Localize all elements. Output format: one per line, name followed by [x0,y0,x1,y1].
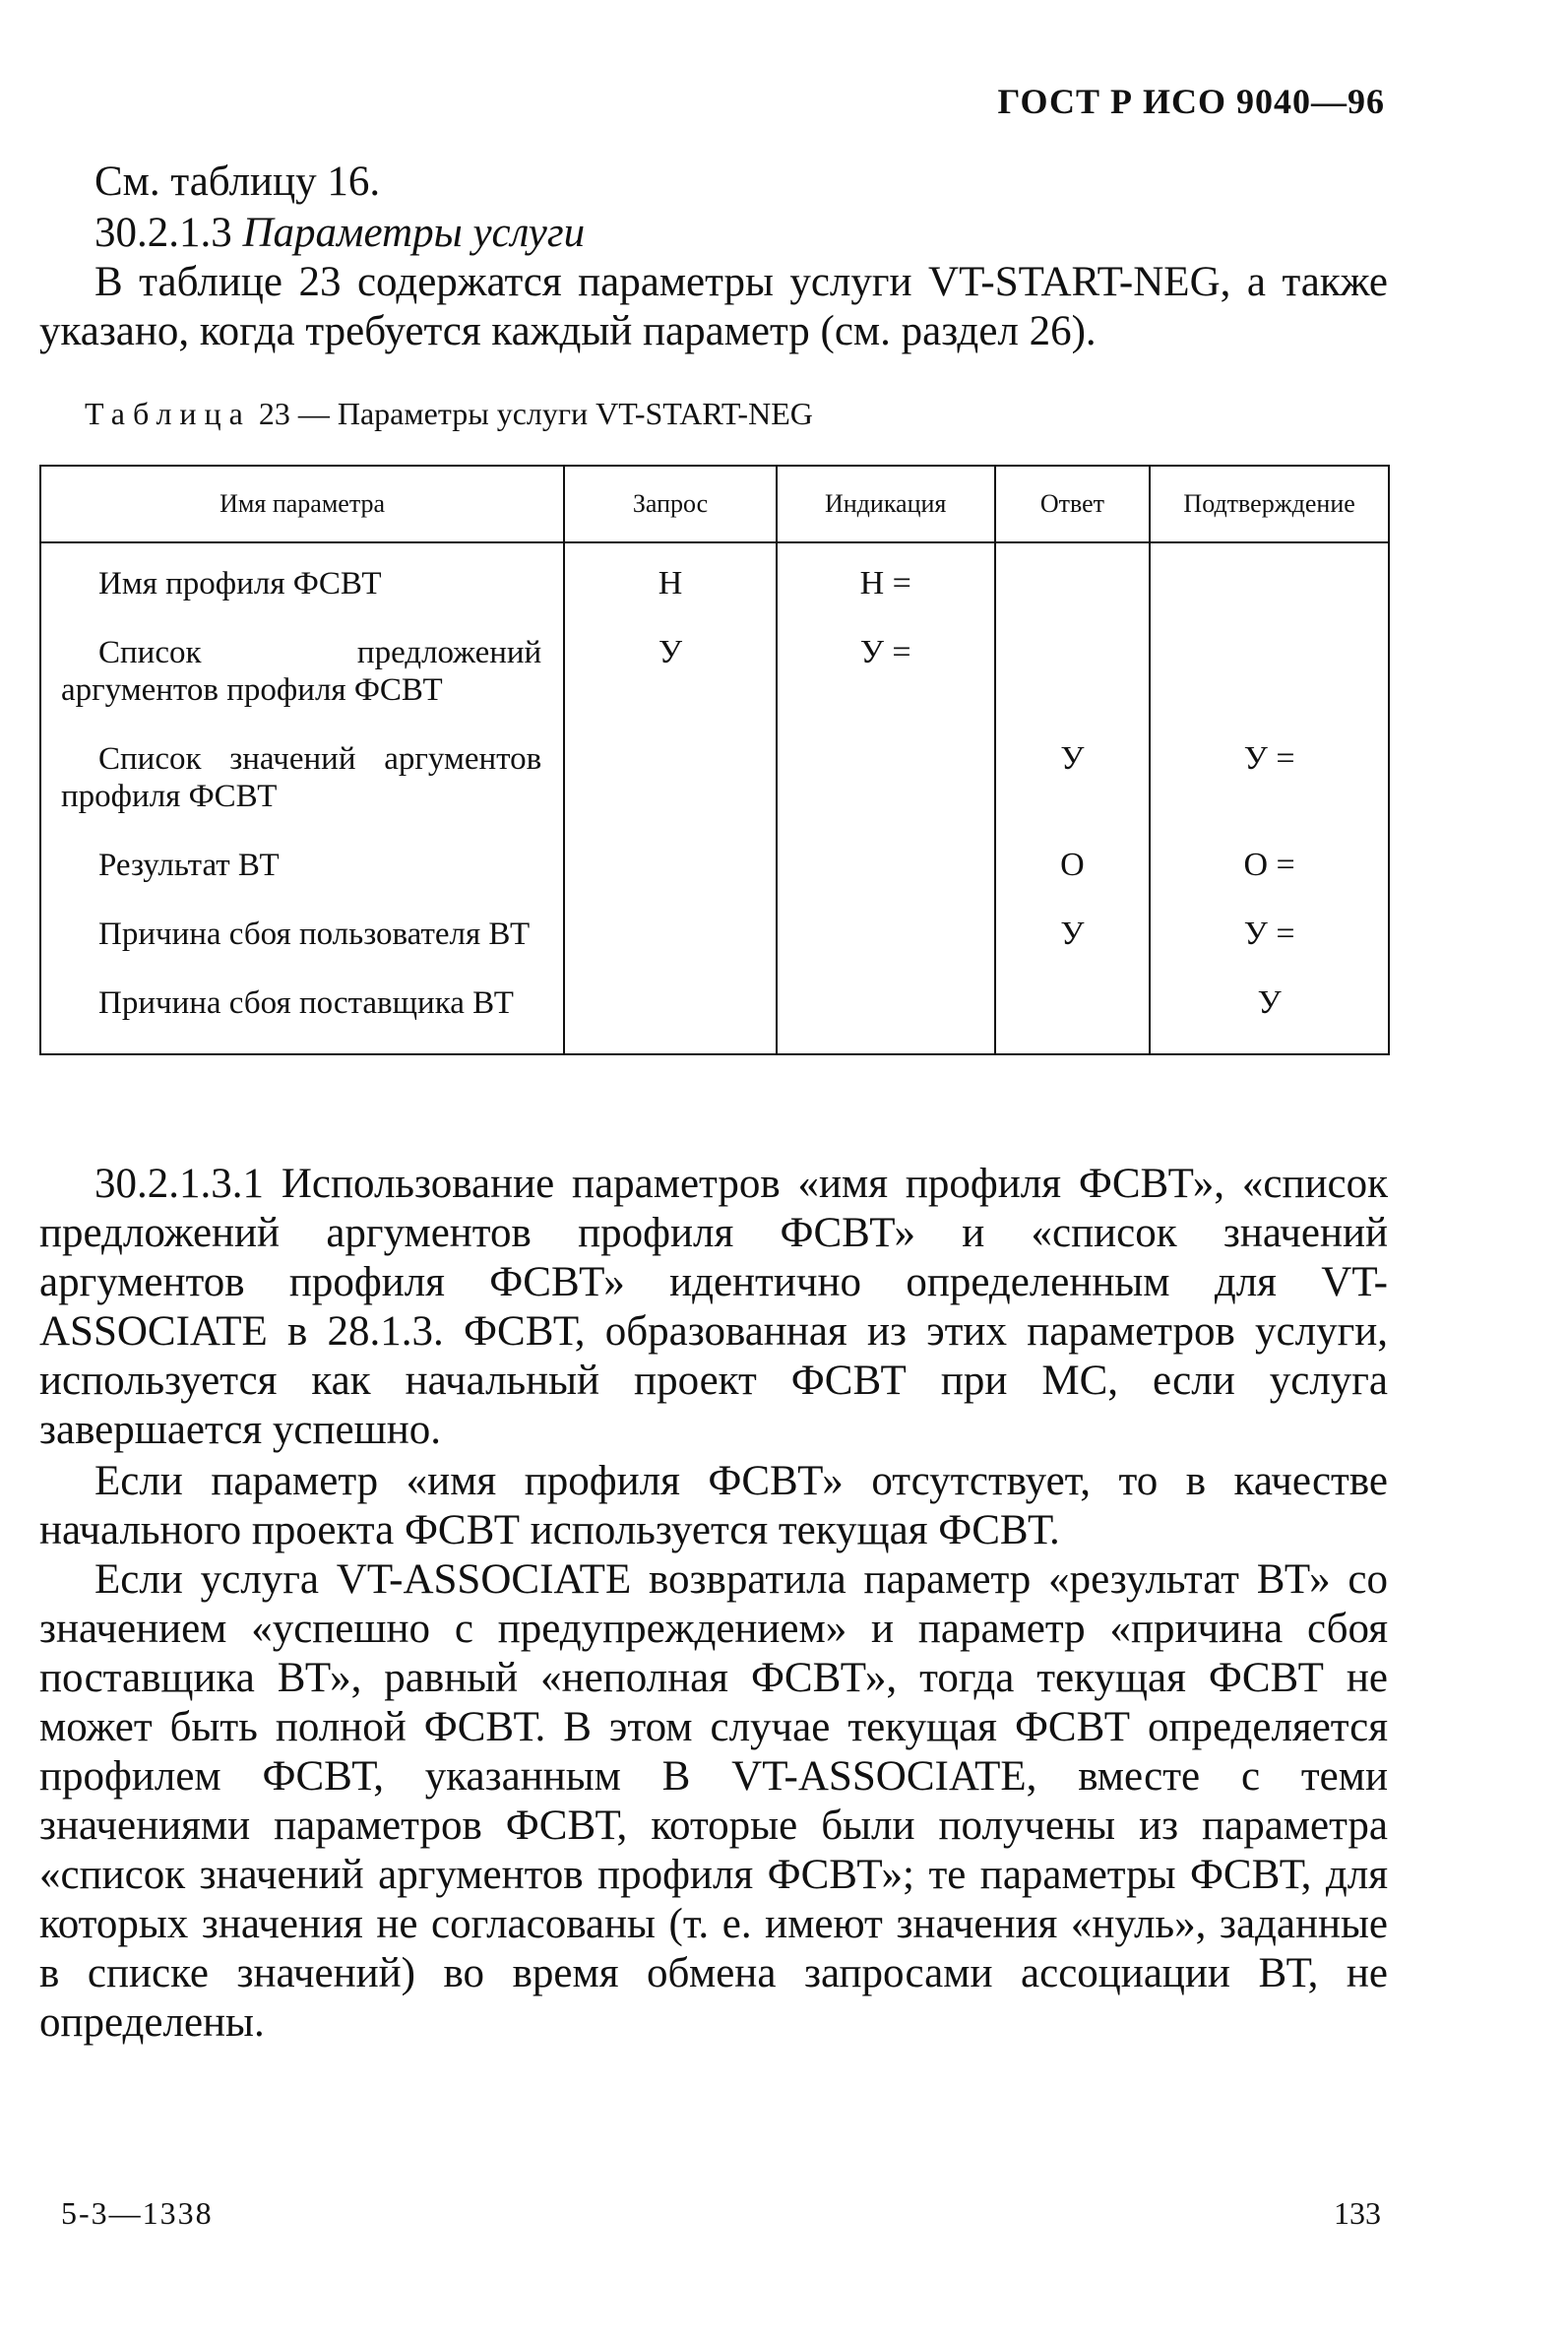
indication-cell: Н = [777,542,995,616]
header-confirmation: Подтверждение [1150,466,1389,542]
indication-cell [777,723,995,829]
section-title: Параметры услуги [242,210,586,256]
confirmation-cell: О = [1150,829,1389,898]
table-caption [85,396,813,432]
body-paragraph-associate: Если услуга VT-ASSOCIATE возвратила параметр «результат ВТ» со значением «успешно с предупреждением» и параметр «причина сбоя поставщика ВТ», равный «неполная ФСВТ», тогда текущая ФСВТ не может быть полной ФСВТ. В этом случае текущая ФСВТ определяется профилем ФСВТ, указанным В VT-ASSOCIATE, вместе с теми значениями параметров ФСВТ, которые были получены из параметра «список значений аргументов профиля ФСВТ»; те параметры ФСВТ, для которых значения не согласованы (т. е. имеют значения «нуль», заданные в списке значений) во время обмена запросами ассоциации ВТ, не определены. [39,1556,1388,2046]
body-paragraph-absent-name: Если параметр «имя профиля ФСВТ» отсутствует, то в качестве начального проекта ФСВТ используется текущая ФСВТ. [39,1458,1388,1553]
body-paragraph-usage: 30.2.1.3.1 Использование параметров «имя профиля ФСВТ», «список предложений аргументов профиля ФСВТ» и «список значений аргументов профиля ФСВТ» идентично определенным для VT-ASSOCIATE в 28.1.3. ФСВТ, образованная из этих параметров услуги, используется как начальный проект ФСВТ при МС, если услуга завершается успешно. [39,1161,1388,1453]
table-row [40,898,1389,967]
page-number: 133 [1334,2195,1381,2231]
confirmation-cell: У = [1150,723,1389,829]
document-header: ГОСТ Р ИСО 9040—96 [997,82,1385,121]
confirmation-cell [1150,542,1389,616]
confirmation-cell: У = [1150,898,1389,967]
table-row [40,829,1389,898]
request-cell [564,829,777,898]
indication-cell [777,829,995,898]
parameter-name-cell: Результат ВТ [40,829,564,898]
response-cell [995,616,1151,723]
section-heading [94,209,1443,258]
table-header-row [40,466,1389,542]
parameter-name-cell: Причина сбоя поставщика ВТ [40,967,564,1054]
header-request: Запрос [564,466,777,542]
table-caption-prefix: Таблица [85,396,251,431]
response-cell: О [995,829,1151,898]
table-row [40,967,1389,1054]
footer-print-code: 5-3—1338 [61,2195,214,2231]
parameters-table [39,465,1390,1055]
response-cell: У [995,898,1151,967]
response-cell: У [995,723,1151,829]
see-table-reference: См. таблицу 16. [94,158,381,205]
request-cell: У [564,616,777,723]
request-cell: Н [564,542,777,616]
intro-paragraph: В таблице 23 содержатся параметры услуги VT-START-NEG, а также указано, когда требуется каждый параметр (см. раздел 26). [39,259,1388,354]
indication-cell: У = [777,616,995,723]
header-indication: Индикация [777,466,995,542]
response-cell [995,967,1151,1054]
indication-cell [777,898,995,967]
request-cell [564,898,777,967]
parameter-name-cell: Список значений аргументов профиля ФСВТ [40,723,564,829]
response-cell [995,542,1151,616]
table-caption-text: 23 — Параметры услуги VT-START-NEG [250,396,813,431]
header-response: Ответ [995,466,1151,542]
table-row [40,723,1389,829]
parameter-name-cell: Причина сбоя пользователя ВТ [40,898,564,967]
header-parameter-name: Имя параметра [40,466,564,542]
table-row [40,616,1389,723]
request-cell [564,723,777,829]
parameter-name-cell: Имя профиля ФСВТ [40,542,564,616]
indication-cell [777,967,995,1054]
parameter-name-cell: Список предложений аргументов профиля ФСВТ [40,616,564,723]
request-cell [564,967,777,1054]
section-number: 30.2.1.3 [94,210,232,256]
confirmation-cell [1150,616,1389,723]
table-row [40,542,1389,616]
confirmation-cell: У [1150,967,1389,1054]
